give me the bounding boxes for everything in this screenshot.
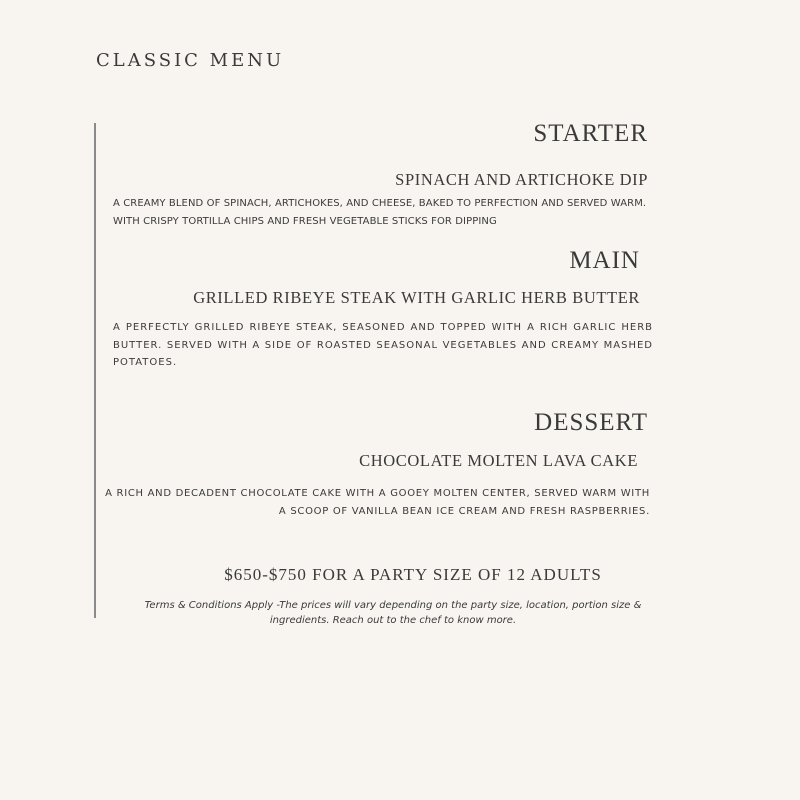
main-description: A PERFECTLY GRILLED RIBEYE STEAK, SEASONED AND TOPPED WITH A RICH GARLIC HERB BUTTER. SERVED WITH A SIDE OF ROASTED SEASONAL VEGETABLES AND CREAMY MASHED POTATOES. [113,322,653,368]
menu-title: CLASSIC MENU [96,50,285,71]
dessert-heading: DESSERT [534,409,648,436]
price-text: $650-$750 FOR A PARTY SIZE OF 12 ADULTS [224,565,602,584]
dessert-dish-name: CHOCOLATE MOLTEN LAVA CAKE [359,451,638,470]
main-dish-name: GRILLED RIBEYE STEAK WITH GARLIC HERB BUTTER [193,288,640,307]
dessert-description: A RICH AND DECADENT CHOCOLATE CAKE WITH A GOOEY MOLTEN CENTER, SERVED WARM WITH A SCOOP OF VANILLA BEAN ICE CREAM AND FRESH RASPBERRIES. [105,488,650,517]
starter-dish-name: SPINACH AND ARTICHOKE DIP [395,170,648,189]
starter-description: A CREAMY BLEND OF SPINACH, ARTICHOKES, AND CHEESE, BAKED TO PERFECTION AND SERVED WARM. WITH CRISPY TORTILLA CHIPS AND FRESH VEGETABLE STICKS FOR DIPPING [113,198,647,227]
vertical-divider [94,123,96,618]
terms-text: Terms & Conditions Apply -The prices will vary depending on the party size, location, portion size & ingredients. Reach out to the chef to know more. [144,600,642,626]
main-heading: MAIN [569,247,640,274]
starter-heading: STARTER [533,120,648,147]
